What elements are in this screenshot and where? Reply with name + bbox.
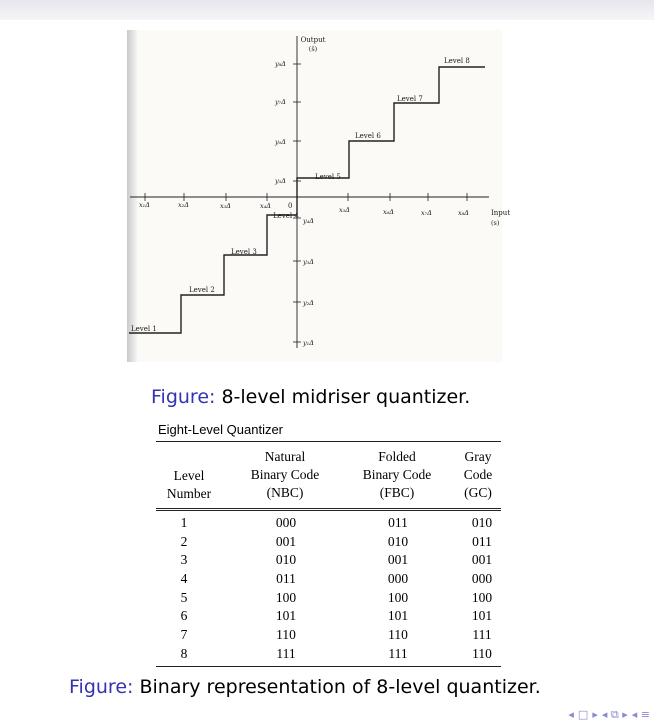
header-gc: Gray Code (GC) [463,449,493,500]
figure-caption-quantizer [151,386,470,408]
y-tick-label: y₃Δ [303,258,314,266]
caption-text: Binary representation of 8-level quantizer. [133,676,541,698]
quantizer-staircase [129,67,485,333]
level-label: Level 3 [231,248,257,256]
nav-frame-icon[interactable]: □ [577,708,589,721]
x-tick-label: x₁Δ [139,201,150,209]
table-rule-bottom [156,666,501,667]
table-title: Eight-Level Quantizer [158,422,284,437]
x-tick-label: x₈Δ [458,209,469,217]
table-row: 4 011 000 000 [180,571,493,587]
y-tick-label: y₆Δ [275,138,286,146]
nav-menu-icon[interactable]: ◂ ≡ [631,708,650,721]
y-tick-label: y₂Δ [303,299,314,307]
header-fbc: Folded Binary Code (FBC) [362,449,432,500]
x-tick-label: x₆Δ [383,208,394,216]
table-body [156,515,508,665]
nav-section-icon[interactable]: ◂ ⧉ ▸ [601,708,628,721]
origin-label: 0 [288,202,293,210]
output-axis-symbol: (ŝ) [308,45,318,53]
table-row: 3 010 001 001 [180,552,493,568]
caption-label: Figure: [69,676,134,698]
x-tick-label: x₂Δ [178,201,189,209]
table-rule-header-double [156,510,501,511]
nav-next-icon[interactable]: ▸ [592,708,598,721]
level-label: Level 1 [131,325,157,333]
table-row: 1 000 011 010 [180,515,493,530]
level-label: Level 5 [315,173,341,181]
x-tick-label: x₅Δ [339,206,350,214]
caption-text: 8-level midriser quantizer. [215,386,471,408]
quantizer-code-table [156,422,508,670]
x-tick-label: x₃Δ [220,202,231,210]
figure-caption-binary [69,676,541,698]
level-label: Level 6 [355,132,381,140]
y-tick-label: y₈Δ [275,60,286,68]
input-axis-symbol: (s) [491,219,500,227]
beamer-nav [564,708,650,722]
level-label: Level 2 [189,286,215,294]
x-tick-label: x₇Δ [421,209,432,217]
header-level-number: Level Number [166,468,212,501]
table-row: 6 101 101 101 [180,608,493,624]
caption-label: Figure: [151,386,216,408]
level-label: Level 4 [273,212,299,220]
quantizer-plot [127,30,511,362]
level-label: Level 7 [397,95,423,103]
y-tick-label: y₇Δ [275,98,286,106]
y-tick-label: y₁Δ [303,339,314,347]
table-row: 5 100 100 100 [180,589,493,605]
y-tick-label: y₅Δ [275,177,286,185]
nav-prev-icon[interactable]: ◂ [568,708,574,721]
quantizer-figure [127,30,511,362]
table-row: 8 111 111 110 [180,645,492,661]
x-tick-label: x₄Δ [260,202,271,210]
input-axis-label: Input [491,209,511,217]
table-row: 2 001 010 011 [180,533,492,549]
level-label: Level 8 [444,57,470,65]
table-rule-top [156,441,501,442]
output-axis-label: Output [300,36,326,44]
table-row: 7 110 110 111 [180,627,492,643]
slide-header-bar [0,0,654,20]
y-tick-label: y₄Δ [303,217,314,225]
header-nbc: Natural Binary Code (NBC) [250,449,320,500]
